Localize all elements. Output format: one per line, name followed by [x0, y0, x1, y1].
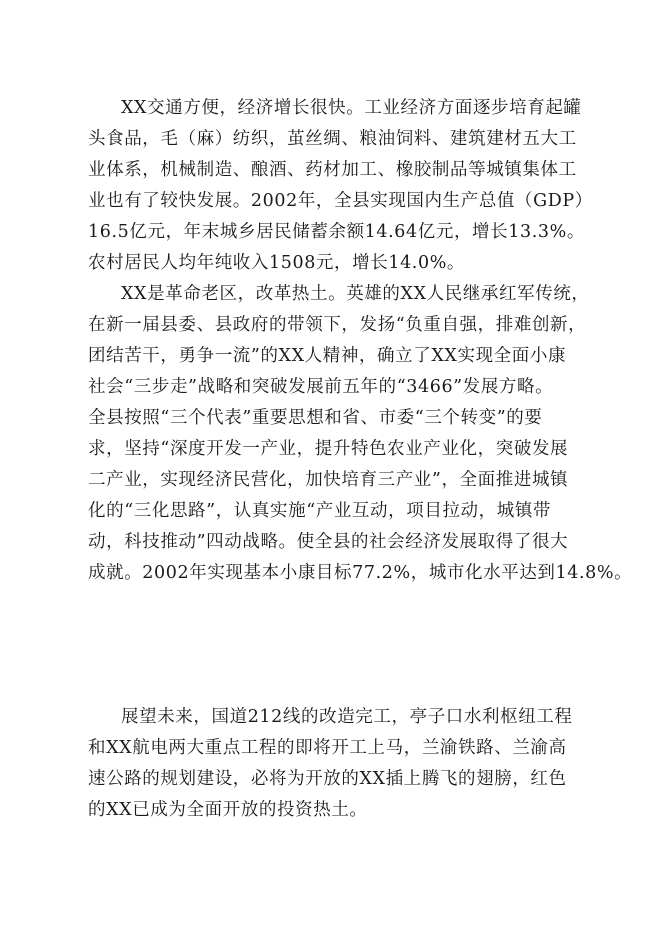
text-line: 速公路的规划建设，必将为开放的XX插上腾飞的翅膀，红色: [88, 769, 567, 789]
text-line: 全县按照“三个代表”重要思想和省、市委“三个转变”的要: [88, 408, 543, 428]
text-line: 头食品，毛（麻）纺织，茧丝绸、粮油饲料、建筑建材五大工: [88, 129, 577, 149]
text-line: XX是革命老区，改革热土。英雄的XX人民继承红军传统，: [121, 284, 590, 304]
text-line: 在新一届县委、县政府的带领下，发扬“负重自强，排难创新，: [88, 315, 587, 335]
text-line: 社会“三步走”战略和突破发展前五年的“3466”发展方略。: [88, 377, 554, 397]
text-line: 的XX已成为全面开放的投资热土。: [88, 800, 368, 820]
text-line: 成就。2002年实现基本小康目标77.2%，城市化水平达到14.8%。: [88, 563, 633, 583]
text-line: 和XX航电两大重点工程的即将开工上马，兰渝铁路、兰渝高: [88, 738, 567, 758]
text-line: 化的“三化思路”，认真实施“产业互动，项目拉动，城镇带: [88, 501, 552, 521]
text-line: 求，坚持“深度开发一产业，提升特色农业产业化，突破发展: [88, 439, 569, 459]
text-line: 展望未来，国道212线的改造完工，亭子口水利枢纽工程: [121, 707, 573, 727]
text-line: XX交通方便，经济增长很快。工业经济方面逐步培育起罐: [121, 98, 582, 118]
text-line: 业体系，机械制造、酿酒、药材加工、橡胶制品等城镇集体工: [88, 160, 577, 180]
text-line: 16.5亿元，年末城乡居民储蓄余额14.64亿元，增长13.3%。: [88, 222, 585, 242]
text-line: 二产业，实现经济民营化，加快培育三产业”，全面推进城镇: [88, 470, 569, 490]
text-line: 农村居民人均年纯收入1508元，增长14.0%。: [88, 253, 466, 273]
text-line: 业也有了较快发展。2002年，全县实现国内生产总值（GDP）: [88, 191, 593, 211]
text-line: 团结苦干，勇争一流”的XX人精神，确立了XX实现全面小康: [88, 346, 567, 366]
text-line: 动，科技推动”四动战略。使全县的社会经济发展取得了很大: [88, 532, 569, 552]
